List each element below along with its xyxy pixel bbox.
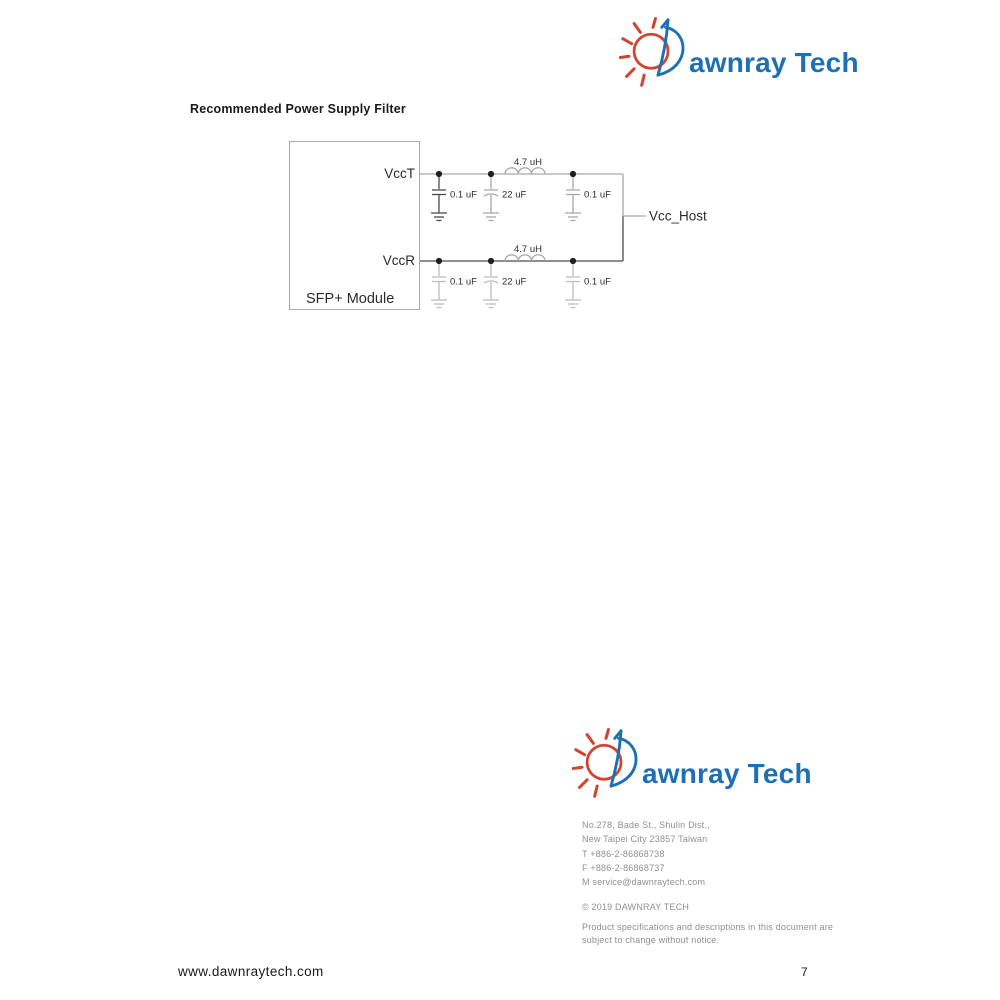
ground-icon — [565, 213, 581, 221]
copyright-line: © 2019 DAWNRAY TECH — [582, 902, 690, 912]
disclaimer-line-2: subject to change without notice. — [582, 935, 720, 945]
inductor-value: 4.7 uH — [514, 244, 542, 255]
capacitor-icon — [565, 174, 581, 221]
cap-value: 0.1 uF — [584, 189, 611, 201]
email-line: M service@dawnraytech.com — [582, 877, 706, 888]
host-label: Vcc_Host — [649, 208, 707, 224]
filter-row-vcct — [420, 157, 623, 221]
letter-d-icon — [658, 20, 683, 75]
junction-dot — [436, 171, 442, 177]
ground-icon — [431, 213, 447, 221]
sun-d-logo-icon — [619, 16, 697, 89]
pin-label-vccr: VccR — [382, 253, 415, 268]
inductor-value: 4.7 uH — [514, 157, 542, 168]
brand-logo-bottom — [572, 727, 812, 800]
capacitor-icon — [431, 174, 447, 221]
inductor-icon — [505, 255, 545, 261]
capacitor-icon — [565, 261, 581, 308]
section-heading: Recommended Power Supply Filter — [190, 102, 406, 116]
cap-value: 22 uF — [502, 189, 527, 201]
junction-dot — [436, 258, 442, 264]
footer-website: www.dawnraytech.com — [178, 964, 324, 979]
brand-wordmark: awnray Tech — [689, 47, 859, 78]
brand-wordmark: awnray Tech — [642, 758, 812, 789]
sun-d-logo-icon — [572, 727, 650, 800]
phone-line: T +886-2-86868738 — [582, 848, 665, 859]
pin-label-vcct: VccT — [384, 166, 415, 181]
inductor-icon — [505, 168, 545, 174]
fax-line: F +886-2-86868737 — [582, 862, 665, 873]
address-line-2: New Taipei City 23857 Taiwan — [582, 834, 708, 845]
legal-block — [582, 901, 833, 948]
capacitor-icon — [483, 174, 499, 221]
junction-dot — [570, 258, 576, 264]
footer-page-number: 7 — [801, 965, 808, 979]
letter-d-icon — [611, 731, 636, 786]
cap-value: 22 uF — [502, 276, 527, 288]
junction-dot — [488, 258, 494, 264]
ground-icon — [483, 300, 499, 308]
power-filter-schematic — [280, 130, 730, 320]
module-label: SFP+ Module — [306, 291, 395, 307]
ground-icon — [483, 213, 499, 221]
brand-logo-top — [619, 16, 859, 89]
capacitor-icon — [431, 261, 447, 308]
sun-rays-icon — [573, 730, 608, 797]
address-line-1: No.278, Bade St., Shulin Dist., — [582, 820, 710, 830]
ground-icon — [565, 300, 581, 308]
disclaimer-line-1: Product specifications and descriptions in this document are — [582, 921, 834, 932]
capacitor-icon — [483, 261, 499, 308]
ground-icon — [431, 300, 447, 308]
junction-dot — [488, 171, 494, 177]
contact-block — [582, 818, 710, 889]
cap-value: 0.1 uF — [584, 276, 611, 288]
filter-row-vccr — [420, 244, 623, 308]
cap-value: 0.1 uF — [450, 189, 477, 201]
cap-value: 0.1 uF — [450, 276, 477, 288]
junction-dot — [570, 171, 576, 177]
sun-rays-icon — [620, 19, 655, 86]
